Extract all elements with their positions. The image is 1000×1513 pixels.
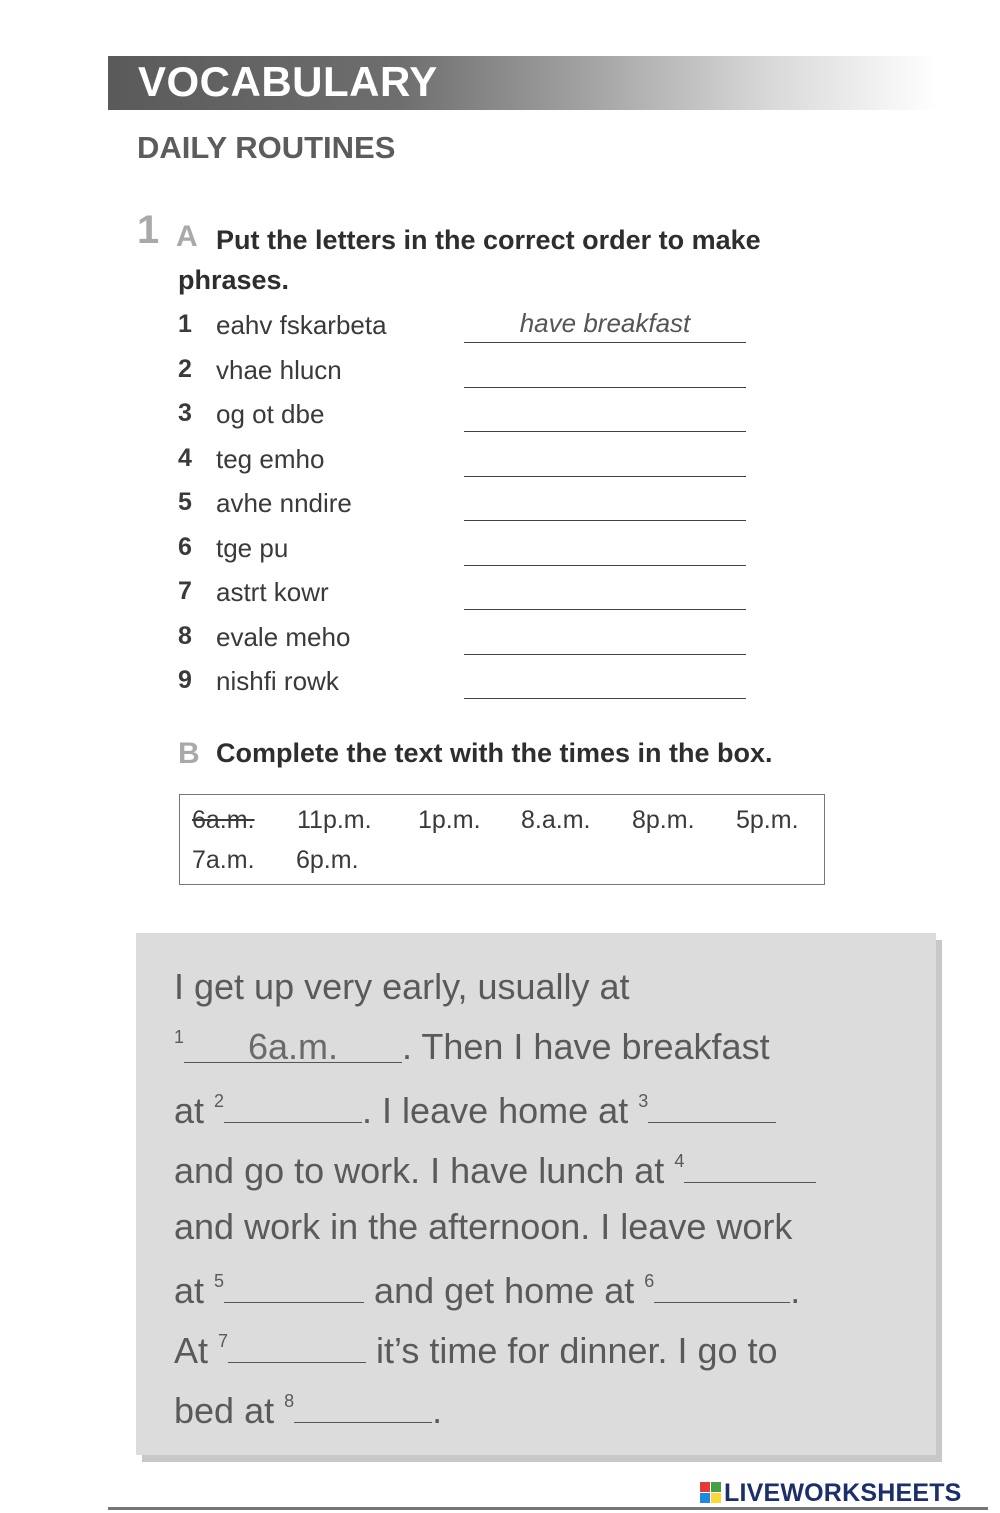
passage-text: . (432, 1390, 443, 1431)
section-subtitle: DAILY ROUTINES (137, 130, 396, 165)
answer-field-8[interactable] (464, 616, 746, 655)
passage-line (174, 1326, 778, 1372)
phrase-row (178, 660, 758, 705)
phrase-row (178, 527, 758, 572)
passage-text: . (790, 1270, 801, 1311)
phrase-row (178, 393, 758, 438)
passage-text: At (174, 1330, 219, 1371)
exercise-letter-a: A (176, 220, 198, 253)
answer-field-1[interactable] (464, 304, 746, 343)
answer-gap-2[interactable] (224, 1086, 362, 1123)
time-option: 11p.m. (297, 806, 372, 834)
scrambled-phrase: teg emho (216, 443, 325, 474)
answer-field-4[interactable] (464, 438, 746, 477)
time-option: 1p.m. (418, 806, 481, 834)
gap-number: 7 (218, 1331, 229, 1351)
logo-text: LIVEWORKSHEETS (724, 1478, 962, 1507)
gap-number: 4 (674, 1151, 685, 1171)
scrambled-phrase: avhe nndire (216, 488, 352, 518)
scrambled-phrase: vhae hlucn (216, 354, 342, 385)
gap-number: 5 (214, 1271, 225, 1291)
answer-field-5[interactable] (464, 482, 746, 521)
answer-field-7[interactable] (464, 571, 746, 610)
logo-icon (700, 1482, 722, 1504)
phrase-row (178, 304, 758, 349)
phrase-number: 7 (178, 577, 192, 605)
answer-gap-1[interactable]: 6a.m. (184, 1026, 402, 1063)
gap-number: 2 (214, 1091, 225, 1111)
phrase-number: 4 (178, 443, 192, 472)
phrase-row (178, 616, 758, 661)
passage-line (174, 1086, 776, 1132)
time-option: 8.a.m. (521, 806, 591, 834)
passage-text: at (174, 1270, 215, 1311)
passage-line (174, 1266, 800, 1312)
phrase-row (178, 438, 758, 483)
time-option-used: 6a.m. (192, 806, 255, 834)
passage-text: and go to work. I have lunch at (174, 1150, 675, 1191)
phrase-number: 1 (178, 310, 192, 338)
passage-text: at (174, 1090, 215, 1131)
phrase-number: 6 (178, 532, 192, 561)
passage-text: and work in the afternoon. I leave work (174, 1206, 793, 1247)
answer-field-9[interactable] (464, 660, 746, 699)
liveworksheets-logo (700, 1478, 962, 1508)
passage-text: . I leave home at (362, 1090, 639, 1131)
scrambled-phrase: og ot dbe (216, 399, 325, 429)
phrase-number: 8 (178, 621, 192, 650)
gap-number: 8 (284, 1391, 295, 1411)
scrambled-phrase: eahv fskarbeta (216, 310, 387, 340)
answer-gap-3[interactable] (648, 1086, 776, 1123)
phrase-number: 3 (178, 399, 192, 427)
gap-number: 6 (644, 1271, 655, 1291)
passage-panel (136, 933, 936, 1455)
answer-gap-7[interactable] (228, 1326, 366, 1363)
answer-gap-5[interactable] (224, 1266, 364, 1303)
passage-text: . Then I have breakfast (402, 1026, 770, 1067)
exercise-a-instruction-text: Put the letters in the correct order to make phrases. (178, 225, 761, 295)
gap-number: 1 (174, 1027, 185, 1047)
phrase-row (178, 349, 758, 394)
answer-field-6[interactable] (464, 527, 746, 566)
phrase-number: 5 (178, 488, 192, 516)
exercise-b-instruction: Complete the text with the times in the box. (216, 738, 773, 768)
exercise-number: 1 (137, 208, 160, 252)
answer-gap-8[interactable] (294, 1386, 432, 1423)
passage-line (174, 1386, 442, 1432)
phrase-list (178, 304, 758, 705)
time-option: 8p.m. (632, 806, 695, 834)
time-option: 6p.m. (296, 846, 359, 874)
answer-gap-4[interactable] (684, 1146, 816, 1183)
passage-text: and get home at (364, 1270, 645, 1311)
scrambled-phrase: tge pu (216, 532, 289, 563)
phrase-row (178, 571, 758, 616)
answer-gap-6[interactable] (654, 1266, 790, 1303)
phrase-number: 9 (178, 666, 192, 694)
passage-text: it’s time for dinner. I go to (366, 1330, 778, 1371)
time-option: 7a.m. (192, 846, 255, 874)
scrambled-phrase: astrt kowr (216, 577, 329, 607)
exercise-a-instruction (178, 220, 858, 300)
passage-text: I get up very early, usually at (174, 966, 630, 1007)
time-option: 5p.m. (736, 806, 799, 834)
section-title: VOCABULARY (138, 58, 438, 105)
answer-field-2[interactable] (464, 349, 746, 388)
passage-text: bed at (174, 1390, 285, 1431)
times-box (179, 794, 825, 885)
phrase-row (178, 482, 758, 527)
gap-number: 3 (638, 1091, 649, 1111)
passage-line (174, 1206, 792, 1248)
phrase-number: 2 (178, 354, 192, 383)
passage-line (174, 1026, 770, 1068)
scrambled-phrase: nishfi rowk (216, 666, 339, 696)
exercise-letter-b: B (178, 737, 200, 770)
scrambled-phrase: evale meho (216, 621, 351, 652)
answer-field-3[interactable] (464, 393, 746, 432)
passage-line (174, 966, 630, 1008)
passage-line (174, 1146, 816, 1192)
